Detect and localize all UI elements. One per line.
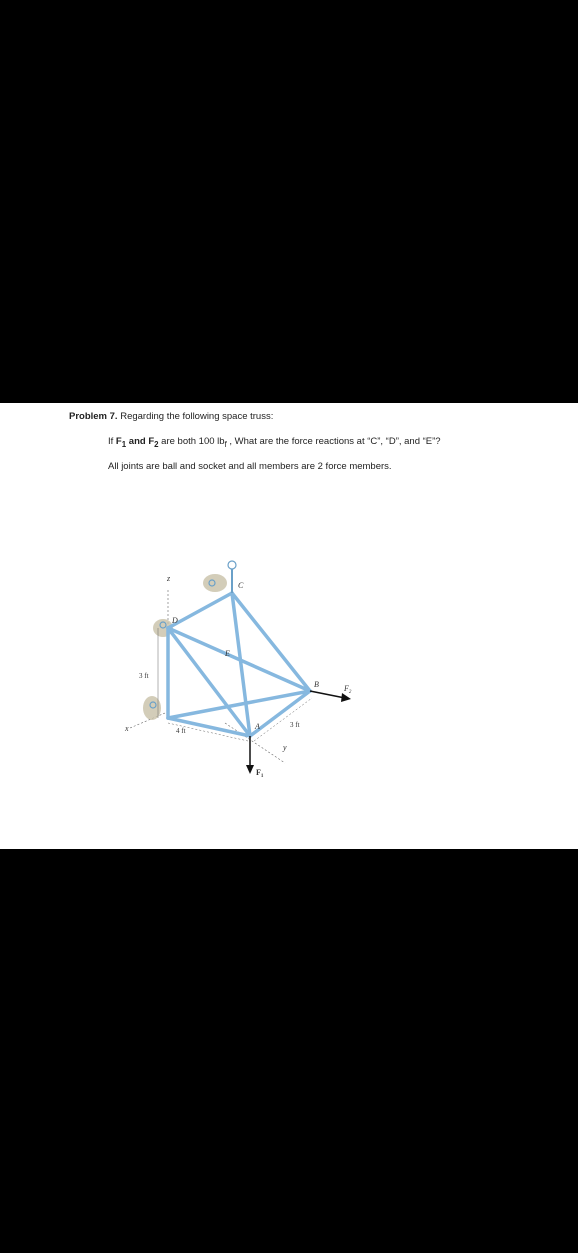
dim-depth-line <box>254 698 312 741</box>
problem-note: All joints are ball and socket and all members are 2 force members. <box>108 461 392 472</box>
label-e: E <box>225 649 230 658</box>
question-if: If <box>108 436 116 447</box>
member-eb <box>168 691 310 718</box>
problem-intro: Regarding the following space truss: <box>117 411 274 422</box>
question-rest: are both 100 lb <box>158 436 225 447</box>
label-a: A <box>255 722 260 731</box>
label-f2: $F_2$ <box>344 684 352 695</box>
force-f2-arrow <box>310 691 345 698</box>
label-b: B <box>314 680 319 689</box>
question-and: and <box>126 436 149 447</box>
lb-subscript: f <box>224 439 227 449</box>
dim-height: 3 ft <box>139 672 149 680</box>
label-f1: $F_1$ <box>256 768 264 778</box>
document-page <box>0 403 578 849</box>
label-y: y <box>283 743 287 752</box>
support-c-top <box>228 561 236 569</box>
problem-question <box>108 436 441 449</box>
f2-symbol: $F_2$ <box>148 436 159 449</box>
dim-width: 4 ft <box>176 727 186 735</box>
problem-title <box>69 411 273 422</box>
force-f1-arrowhead <box>246 765 254 774</box>
question-tail: , What are the force reactions at “C”, “D”, and “E”? <box>226 436 441 447</box>
label-c: C <box>238 581 244 590</box>
problem-label: Problem 7. <box>69 411 118 422</box>
f1-symbol: $F_1$ <box>115 436 127 449</box>
dim-depth: 3 ft <box>290 721 300 729</box>
label-z: z <box>167 574 171 583</box>
label-d: D <box>172 616 178 625</box>
label-x: x <box>125 724 129 733</box>
truss-members <box>168 593 310 736</box>
truss-figure <box>120 553 360 778</box>
